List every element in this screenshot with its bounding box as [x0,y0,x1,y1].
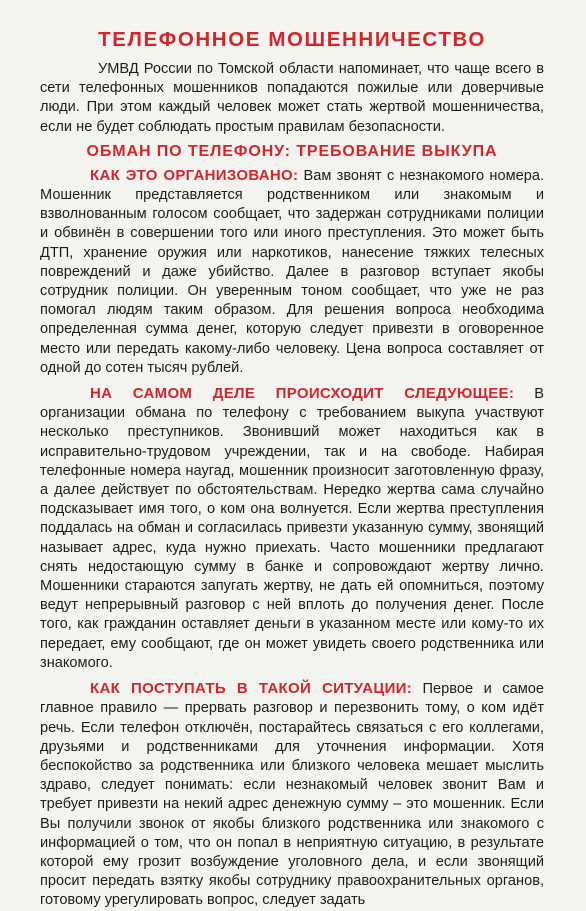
paragraph-lead: КАК ПОСТУПАТЬ В ТАКОЙ СИТУАЦИИ: [90,680,413,698]
section-subtitle: ОБМАН ПО ТЕЛЕФОНУ: ТРЕБОВАНИЕ ВЫКУПА [86,142,498,160]
page-title: ТЕЛЕФОННОЕ МОШЕННИЧЕСТВО [98,28,486,51]
paragraph-how-organized [40,166,544,378]
paragraph-text: Вам звонят с незнакомого номера. Мошенник представляется родственником или знакомым и взволнованным голосом сообщает, что задержан сотрудниками полиции и обвинён в совершении того или иного преступления. Это может быть ДТП, хранение оружия или наркотиков, нанесение тяжких телесных повреждений и даже убийство. Далее в разговор вступает якобы сотрудник полиции. Он уверенным тоном сообщает, что уже не раз помогал людям таким образом. Для решения вопроса необходима определенная сумма денег, которую следует привезти в оговоренное место или передать какому-либо человеку. Цена вопроса составляет от одной до сотен тысяч рублей. [40,167,544,376]
paragraph-text: В организации обмана по телефону с требованием выкупа участвуют несколько преступников. Звонивший может находиться как в исправительно-трудовом учреждении, так и на свободе. Набирая телефонные номера наугад, мошенник произносит заготовленную фразу, а далее действует по обстоятельствам. Нередко жертва сама случайно подсказывает имя того, о ком она волнуется. Если жертва преступления поддалась на обман и согласилась привезти указанную сумму, звонящий называет адрес, куда нужно приехать. Часто мошенники предлагают снять недостающую сумму в банке и сопровождают жертву лично. Мошенники стараются запугать жертву, не дать ей опомниться, поэтому ведут непрерывный разговор с ней вплоть до получения денег. После того, как гражданин оставляет деньги в указанном месте или кому-то их передает, ему сообщают, где он может увидеть своего родственника или знакомого. [40,386,544,671]
paragraph-text: Первое и самое главное правило — прервать разговор и перезвонить тому, о ком идёт речь. Если телефон отключён, постарайтесь связаться с его коллегами, друзьями и родственниками для уточнения информации. Хотя беспокойство за родственника или близкого человека мешает мыслить здраво, следует понимать: если незнакомый человек звонит Вам и требует привезти на некий адрес денежную сумму – это мошенник. Если Вы получили звонок от якобы близкого родственника или знакомого с информацией о том, что он попал в неприятную ситуацию, в результате которой ему грозит возбуждение уголовного дела, и если звонящий просит передать взятку якобы сотруднику правоохранительных органов, готовому урегулировать вопрос, следует задать [40,681,544,909]
paragraph-lead: НА САМОМ ДЕЛЕ ПРОИСХОДИТ СЛЕДУЮЩЕЕ: [90,385,515,403]
paragraph-lead: КАК ЭТО ОРГАНИЗОВАНО: [90,166,299,184]
paragraph-what-to-do [40,679,544,909]
intro-paragraph: УМВД России по Томской области напоминает, что чаще всего в сети телефонных мошенников попадаются пожилые или доверчивые люди. При этом каждый человек может стать жертвой мошенничества, если не будет соблюдать простым правилам безопасности. [40,61,544,135]
paragraph-what-happens [40,384,544,673]
leaflet-page [40,28,544,909]
